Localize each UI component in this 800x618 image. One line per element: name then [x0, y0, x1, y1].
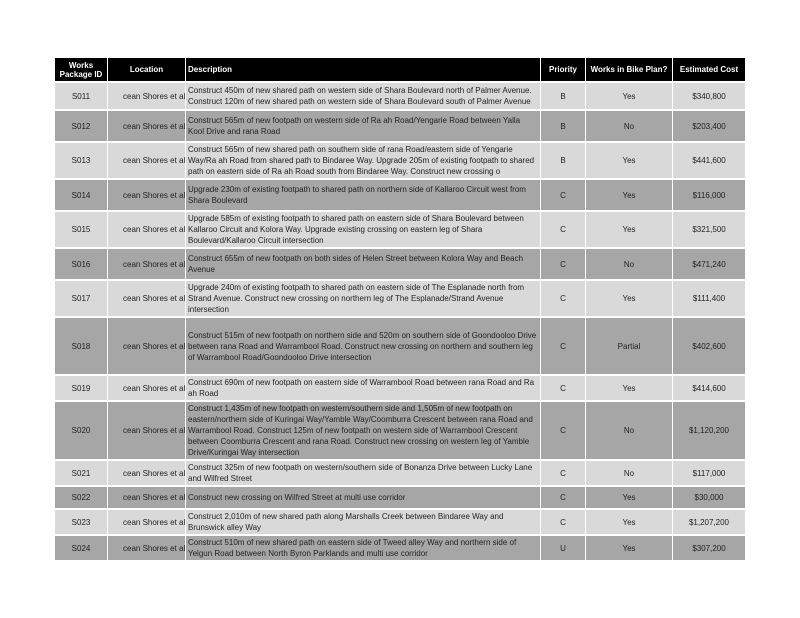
cell-id: S023: [55, 510, 107, 534]
table-row: [55, 487, 745, 508]
cell-priority: B: [541, 143, 585, 178]
cell-cost: $414,600: [673, 376, 745, 400]
cell-id: S012: [55, 111, 107, 141]
cell-cost: $340,800: [673, 83, 745, 109]
cell-bike-plan: Yes: [586, 536, 672, 560]
cell-cost: $117,000: [673, 461, 745, 485]
cell-bike-plan: Yes: [586, 281, 672, 316]
cell-priority: C: [541, 281, 585, 316]
table-row: [55, 461, 745, 485]
cell-cost: $321,500: [673, 212, 745, 247]
cell-description: Construct 655m of new footpath on both sides of Helen Street between Kolora Way and Beach Avenue: [186, 249, 540, 279]
cell-id: S013: [55, 143, 107, 178]
cell-cost: $111,400: [673, 281, 745, 316]
cell-id: S014: [55, 180, 107, 210]
cell-priority: C: [541, 376, 585, 400]
table-row: [55, 180, 745, 210]
cell-location: cean Shores et al: [108, 143, 185, 178]
cell-cost: $1,207,200: [673, 510, 745, 534]
cell-description: Construct 1,435m of new footpath on western/southern side and 1,505m of new footpath on eastern/northern side of Kuringai Way/Yamble Way/Coomburra Crescent between rana Road and Warrambool Road. Construct 125m of new footpath on western side of Warrambool Crescent between Coomburra Crescent and rana Road. Construct new crossing on western leg of Yamble Drive/Kuringai Way intersection: [186, 402, 540, 459]
cell-priority: B: [541, 111, 585, 141]
cell-cost: $402,600: [673, 318, 745, 374]
cell-location: cean Shores et al: [108, 212, 185, 247]
cell-bike-plan: No: [586, 111, 672, 141]
cell-description: Upgrade 240m of existing footpath to shared path on eastern side of The Esplanade north from Strand Avenue. Construct new crossing on northern leg of The Esplanade/Strand Avenue intersection: [186, 281, 540, 316]
cell-priority: C: [541, 212, 585, 247]
cell-bike-plan: Partial: [586, 318, 672, 374]
cell-description: Construct 325m of new footpath on western/southern side of Bonanza Drive between Lucky Lane and Wilfred Street: [186, 461, 540, 485]
cell-bike-plan: Yes: [586, 376, 672, 400]
cell-location: cean Shores et al: [108, 461, 185, 485]
table-header-row: [55, 58, 745, 81]
table-row: [55, 510, 745, 534]
cell-cost: $307,200: [673, 536, 745, 560]
cell-location: cean Shores et al: [108, 402, 185, 459]
cell-priority: C: [541, 318, 585, 374]
cell-id: S019: [55, 376, 107, 400]
cell-bike-plan: No: [586, 249, 672, 279]
cell-id: S015: [55, 212, 107, 247]
table-row: [55, 402, 745, 459]
header-description: Description: [186, 58, 540, 81]
cell-bike-plan: Yes: [586, 212, 672, 247]
cell-location: cean Shores et al: [108, 83, 185, 109]
table-row: [55, 281, 745, 316]
cell-priority: C: [541, 510, 585, 534]
cell-id: S011: [55, 83, 107, 109]
cell-priority: B: [541, 83, 585, 109]
cell-location: cean Shores et al: [108, 318, 185, 374]
cell-description: Upgrade 585m of existing footpath to shared path on eastern side of Shara Boulevard between Kallaroo Circuit and Kolora Way. Upgrade existing crossing on eastern leg of Shara Boulevard/Kallaroo Circuit intersection: [186, 212, 540, 247]
cell-priority: C: [541, 402, 585, 459]
cell-bike-plan: Yes: [586, 83, 672, 109]
cell-bike-plan: No: [586, 461, 672, 485]
cell-description: Construct 565m of new footpath on western side of Ra ah Road/Yengarie Road between Yalla Kool Drive and rana Road: [186, 111, 540, 141]
cell-id: S016: [55, 249, 107, 279]
cell-cost: $441,600: [673, 143, 745, 178]
cell-cost: $203,400: [673, 111, 745, 141]
cell-location: cean Shores et al: [108, 510, 185, 534]
cell-id: S022: [55, 487, 107, 508]
cell-id: S021: [55, 461, 107, 485]
table-row: [55, 212, 745, 247]
cell-priority: U: [541, 536, 585, 560]
cell-description: Construct 2,010m of new shared path along Marshalls Creek between Bindaree Way and Brunswick alley Way: [186, 510, 540, 534]
cell-description: Construct 510m of new shared path on eastern side of Tweed alley Way and northern side of Yelgun Road between North Byron Parklands and multi use corridor: [186, 536, 540, 560]
cell-cost: $471,240: [673, 249, 745, 279]
cell-bike-plan: Yes: [586, 143, 672, 178]
cell-location: cean Shores et al: [108, 487, 185, 508]
cell-id: S017: [55, 281, 107, 316]
cell-cost: $1,120,200: [673, 402, 745, 459]
cell-bike-plan: Yes: [586, 487, 672, 508]
cell-description: Construct 690m of new footpath on eastern side of Warrambool Road between rana Road and Ra ah Road: [186, 376, 540, 400]
cell-id: S020: [55, 402, 107, 459]
cell-priority: C: [541, 180, 585, 210]
cell-cost: $30,000: [673, 487, 745, 508]
cell-description: Construct new crossing on Wilfred Street at multi use corridor: [186, 487, 540, 508]
header-location: Location: [108, 58, 185, 81]
table-row: [55, 536, 745, 560]
cell-location: cean Shores et al: [108, 111, 185, 141]
cell-id: S018: [55, 318, 107, 374]
cell-location: cean Shores et al: [108, 536, 185, 560]
header-cost: Estimated Cost: [673, 58, 745, 81]
cell-priority: C: [541, 249, 585, 279]
cell-id: S024: [55, 536, 107, 560]
header-id: Works Package ID: [55, 58, 107, 81]
header-priority: Priority: [541, 58, 585, 81]
cell-bike-plan: No: [586, 402, 672, 459]
cell-bike-plan: Yes: [586, 510, 672, 534]
cell-priority: C: [541, 487, 585, 508]
cell-bike-plan: Yes: [586, 180, 672, 210]
cell-location: cean Shores et al: [108, 249, 185, 279]
table-row: [55, 111, 745, 141]
table-row: [55, 376, 745, 400]
cell-description: Construct 515m of new footpath on northern side and 520m on southern side of Goondooloo Drive between rana Road and Warrambool Road. Construct new crossing on northern and southern leg of Warrambool Road/Goondooloo Drive intersection: [186, 318, 540, 374]
table-row: [55, 143, 745, 178]
cell-description: Construct 450m of new shared path on western side of Shara Boulevard north of Palmer Avenue. Construct 120m of new shared path on western side of Shara Boulevard south of Palmer Avenue: [186, 83, 540, 109]
cell-location: cean Shores et al: [108, 180, 185, 210]
cell-description: Construct 565m of new shared path on southern side of rana Road/eastern side of Yengarie Way/Ra ah Road from shared path to Bindaree Way. Upgrade 205m of existing footpath to shared path on eastern side of Ra ah Road south from Bindaree Way. Construct new crossing o: [186, 143, 540, 178]
cell-location: cean Shores et al: [108, 281, 185, 316]
cell-location: cean Shores et al: [108, 376, 185, 400]
cell-priority: C: [541, 461, 585, 485]
works-package-table: [54, 56, 746, 562]
table-row: [55, 83, 745, 109]
table-row: [55, 318, 745, 374]
cell-cost: $116,000: [673, 180, 745, 210]
table-row: [55, 249, 745, 279]
cell-description: Upgrade 230m of existing footpath to shared path on northern side of Kallaroo Circuit west from Shara Boulevard: [186, 180, 540, 210]
header-bike-plan: Works in Bike Plan?: [586, 58, 672, 81]
